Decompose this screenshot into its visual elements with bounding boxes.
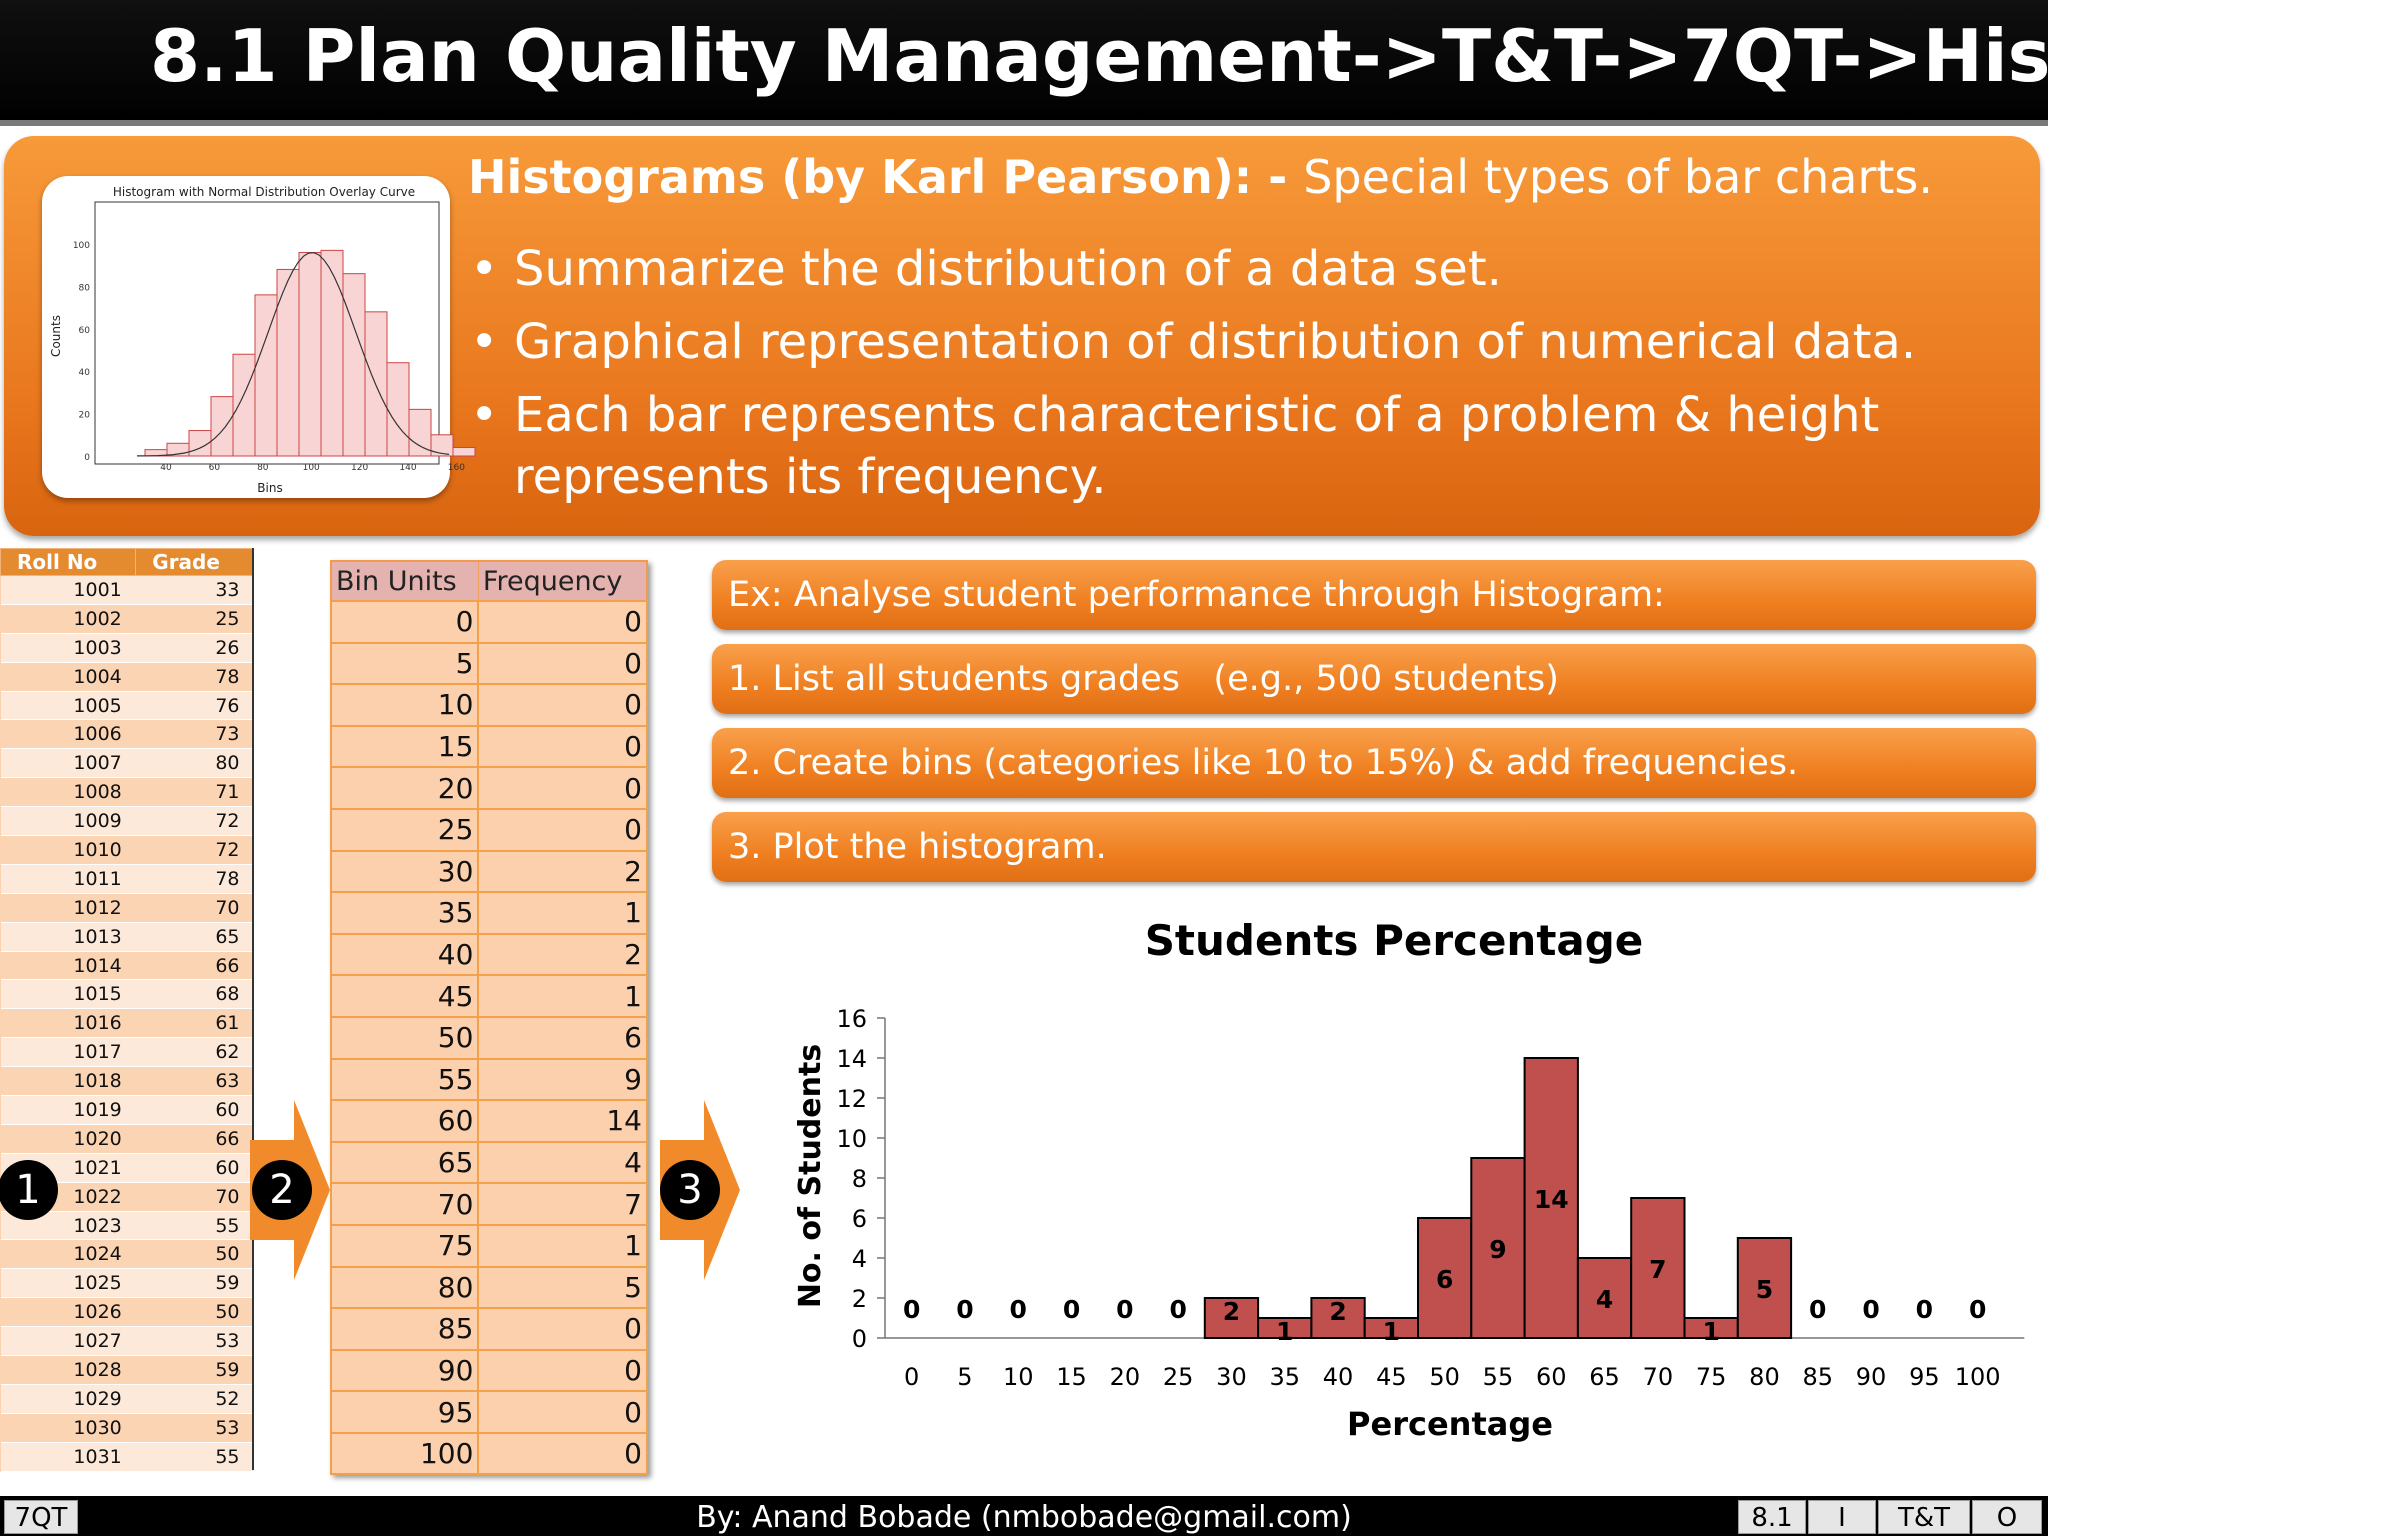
table-row <box>331 1183 647 1225</box>
frequency-cell: 9 <box>478 1059 647 1101</box>
roll-no-cell: 1021 <box>1 1153 136 1182</box>
grade-cell: 73 <box>136 720 254 749</box>
thumbnail-title: Histogram with Normal Distribution Overlay Curve <box>112 185 416 199</box>
definition-heading <box>468 150 1933 204</box>
bar-value-label: 2 <box>1329 1297 1347 1326</box>
x-tick-label: 0 <box>904 1363 920 1391</box>
thumbnail-x-tick: 100 <box>302 463 320 473</box>
roll-no-cell: 1024 <box>1 1240 136 1269</box>
thumbnail-bar <box>211 397 233 456</box>
histogram-thumbnail <box>42 176 465 498</box>
table-row <box>331 1267 647 1309</box>
table-row <box>1 576 254 605</box>
chart-x-axis <box>904 1363 2001 1391</box>
grade-cell: 78 <box>136 864 254 893</box>
table-row <box>331 975 647 1017</box>
frequency-cell: 0 <box>478 767 647 809</box>
bullet-dot: • <box>470 387 499 443</box>
column-header-bin-units: Bin Units <box>331 561 478 601</box>
y-tick-label: 6 <box>851 1205 867 1233</box>
x-tick-label: 35 <box>1269 1363 1301 1391</box>
grade-cell: 25 <box>136 604 254 633</box>
roll-no-cell: 1001 <box>1 576 136 605</box>
bin-frequency-table <box>330 560 648 1475</box>
table-row <box>1 1413 254 1442</box>
bin-unit-cell: 0 <box>331 601 478 643</box>
column-header-grade: Grade <box>136 549 254 576</box>
grade-cell: 50 <box>136 1298 254 1327</box>
bar-value-label: 6 <box>1435 1265 1454 1294</box>
bar-value-label: 4 <box>1595 1285 1614 1314</box>
table-row <box>331 892 647 934</box>
bin-unit-cell: 100 <box>331 1433 478 1475</box>
x-tick-label: 15 <box>1056 1363 1087 1391</box>
step-badge-2: 2 <box>252 1160 312 1220</box>
frequency-cell: 7 <box>478 1183 647 1225</box>
roll-no-cell: 1009 <box>1 807 136 836</box>
grade-cell: 72 <box>136 807 254 836</box>
page-title: 8.1 Plan Quality Management->T&T->7QT->Histograms <box>150 14 2388 98</box>
x-tick-label: 70 <box>1642 1363 1674 1391</box>
grade-cell: 53 <box>136 1413 254 1442</box>
table-row <box>1 1442 254 1471</box>
grade-cell: 55 <box>136 1211 254 1240</box>
students-percentage-chart <box>780 910 2001 1450</box>
bin-unit-cell: 75 <box>331 1225 478 1267</box>
x-tick-label: 30 <box>1216 1363 1247 1391</box>
y-tick-label: 8 <box>851 1165 867 1193</box>
bin-unit-cell: 55 <box>331 1059 478 1101</box>
bin-unit-cell: 40 <box>331 934 478 976</box>
x-tick-label: 80 <box>1749 1363 1780 1391</box>
table-row <box>331 1350 647 1392</box>
grade-cell: 60 <box>136 1096 254 1125</box>
bin-unit-cell: 70 <box>331 1183 478 1225</box>
table-row <box>1 749 254 778</box>
bin-unit-cell: 60 <box>331 1100 478 1142</box>
y-tick-label: 2 <box>851 1285 867 1313</box>
roll-no-cell: 1007 <box>1 749 136 778</box>
table-row <box>1 922 254 951</box>
bar-value-label: 14 <box>1533 1185 1569 1214</box>
bullet-text: Summarize the distribution of a data set. <box>514 241 1502 297</box>
roll-no-cell: 1006 <box>1 720 136 749</box>
thumbnail-bar <box>321 250 343 456</box>
roll-no-cell: 1012 <box>1 893 136 922</box>
frequency-cell: 0 <box>478 684 647 726</box>
bullet-item <box>470 384 1879 446</box>
grade-cell: 71 <box>136 778 254 807</box>
y-tick-label: 0 <box>851 1325 867 1353</box>
column-header-frequency: Frequency <box>478 561 647 601</box>
x-tick-label: 100 <box>1954 1363 2001 1391</box>
roll-no-cell: 1026 <box>1 1298 136 1327</box>
table-row <box>331 601 647 643</box>
column-header-roll-no: Roll No <box>1 549 136 576</box>
roll-no-cell: 1023 <box>1 1211 136 1240</box>
bin-unit-cell: 95 <box>331 1391 478 1433</box>
bullet-dot: • <box>470 241 499 297</box>
roll-no-cell: 1027 <box>1 1327 136 1356</box>
y-tick-label: 14 <box>836 1045 867 1073</box>
thumbnail-bar <box>387 363 409 456</box>
table-row <box>1 1269 254 1298</box>
bin-unit-cell: 25 <box>331 809 478 851</box>
roll-no-cell: 1031 <box>1 1442 136 1471</box>
grade-cell: 59 <box>136 1356 254 1385</box>
grade-cell: 68 <box>136 980 254 1009</box>
table-edge <box>252 548 254 1470</box>
x-tick-label: 65 <box>1589 1363 1620 1391</box>
x-tick-label: 55 <box>1482 1363 1514 1391</box>
thumbnail-x-tick: 40 <box>160 463 172 473</box>
x-tick-label: 90 <box>1855 1363 1887 1391</box>
bin-unit-cell: 30 <box>331 851 478 893</box>
bin-unit-cell: 85 <box>331 1308 478 1350</box>
table-row <box>331 1433 647 1475</box>
definition-heading-rest: Special types of bar charts. <box>1303 150 1933 204</box>
footer-nav-i[interactable]: I <box>1808 1500 1876 1534</box>
footer-nav-tt[interactable]: T&T <box>1878 1500 1970 1534</box>
bar-value-label: 0 <box>1968 1295 1987 1324</box>
roll-no-cell: 1017 <box>1 1038 136 1067</box>
table-row <box>331 934 647 976</box>
thumbnail-bar <box>343 274 365 456</box>
grade-cell: 70 <box>136 1182 254 1211</box>
grade-cell: 66 <box>136 1124 254 1153</box>
grade-cell: 72 <box>136 836 254 865</box>
table-row <box>1 1327 254 1356</box>
table-row <box>1 633 254 662</box>
table-row <box>331 851 647 893</box>
roll-no-cell: 1003 <box>1 633 136 662</box>
bar-value-label: 0 <box>1809 1295 1827 1324</box>
table-row <box>331 1391 647 1433</box>
roll-no-cell: 1002 <box>1 604 136 633</box>
thumbnail-y-tick: 20 <box>78 410 90 421</box>
table-row <box>1 864 254 893</box>
frequency-cell: 2 <box>478 851 647 893</box>
thumbnail-bar <box>255 295 277 456</box>
thumbnail-y-tick: 0 <box>84 453 90 463</box>
thumbnail-y-ticks <box>73 241 90 463</box>
roll-no-cell: 1005 <box>1 691 136 720</box>
grade-cell: 50 <box>136 1240 254 1269</box>
grade-cell: 66 <box>136 951 254 980</box>
table-row <box>1 691 254 720</box>
bar-value-label: 0 <box>1915 1295 1934 1324</box>
grade-cell: 55 <box>136 1442 254 1471</box>
y-tick-label: 12 <box>836 1085 867 1113</box>
bar-value-label: 1 <box>1382 1317 1401 1346</box>
bar-value-label: 2 <box>1222 1297 1241 1326</box>
y-tick-label: 16 <box>836 1005 867 1033</box>
grade-cell: 60 <box>136 1153 254 1182</box>
footer-nav-o[interactable]: O <box>1972 1500 2042 1534</box>
grade-cell: 80 <box>136 749 254 778</box>
frequency-cell: 6 <box>478 1017 647 1059</box>
roll-no-cell: 1016 <box>1 1009 136 1038</box>
frequency-cell: 0 <box>478 1308 647 1350</box>
step-badge-1: 1 <box>0 1160 58 1220</box>
bar-value-label: 9 <box>1489 1235 1507 1264</box>
thumbnail-x-tick: 60 <box>208 463 221 473</box>
table-row <box>1 604 254 633</box>
x-tick-label: 60 <box>1535 1363 1567 1391</box>
roll-no-cell: 1030 <box>1 1413 136 1442</box>
bin-unit-cell: 65 <box>331 1142 478 1184</box>
bar-value-label: 1 <box>1276 1317 1294 1346</box>
bin-unit-cell: 90 <box>331 1350 478 1392</box>
frequency-cell: 14 <box>478 1100 647 1142</box>
chart-ylabel: No. of Students <box>793 1043 828 1309</box>
thumbnail-chart <box>42 176 465 498</box>
bar-value-label: 1 <box>1702 1317 1720 1346</box>
bin-unit-cell: 50 <box>331 1017 478 1059</box>
table-row <box>1 720 254 749</box>
bullet-continuation <box>470 446 1107 508</box>
table-row <box>1 893 254 922</box>
roll-no-cell: 1025 <box>1 1269 136 1298</box>
table-row <box>1 980 254 1009</box>
thumbnail-x-tick: 80 <box>257 463 269 473</box>
grade-cell: 26 <box>136 633 254 662</box>
grade-cell: 53 <box>136 1327 254 1356</box>
frequency-cell: 1 <box>478 975 647 1017</box>
bullet-text: represents its frequency. <box>514 449 1107 505</box>
bullet-text: Each bar represents characteristic of a problem & height <box>514 387 1880 443</box>
grade-cell: 63 <box>136 1067 254 1096</box>
footer-author: By: Anand Bobade (nmbobade@gmail.com) <box>696 1500 1352 1535</box>
table-row <box>1 1356 254 1385</box>
grade-cell: 65 <box>136 922 254 951</box>
footer-nav-8-1[interactable]: 8.1 <box>1738 1500 1806 1534</box>
table-row <box>331 1142 647 1184</box>
roll-no-cell: 1008 <box>1 778 136 807</box>
chart-bars <box>903 1058 1986 1346</box>
thumbnail-x-tick: 120 <box>351 463 369 473</box>
thumbnail-xlabel: Bins <box>257 481 283 495</box>
thumbnail-bar <box>277 269 299 456</box>
x-tick-label: 40 <box>1322 1363 1354 1391</box>
thumbnail-x-tick: 160 <box>447 463 465 473</box>
x-tick-label: 10 <box>1002 1363 1034 1391</box>
bin-unit-cell: 45 <box>331 975 478 1017</box>
grade-cell: 33 <box>136 576 254 605</box>
bullet-text: Graphical representation of distribution of numerical data. <box>514 314 1917 370</box>
roll-no-cell: 1004 <box>1 662 136 691</box>
x-tick-label: 85 <box>1802 1363 1834 1391</box>
table-row <box>1 1124 254 1153</box>
bar-value-label: 0 <box>956 1295 974 1324</box>
bin-unit-cell: 20 <box>331 767 478 809</box>
x-tick-label: 45 <box>1376 1363 1407 1391</box>
frequency-cell: 4 <box>478 1142 647 1184</box>
table-row <box>331 809 647 851</box>
frequency-cell: 0 <box>478 601 647 643</box>
footer-7qt-label[interactable]: 7QT <box>4 1500 78 1534</box>
roll-no-cell: 1014 <box>1 951 136 980</box>
frequency-cell: 0 <box>478 726 647 768</box>
grade-cell: 52 <box>136 1384 254 1413</box>
table-row <box>1 662 254 691</box>
chart-xlabel: Percentage <box>1347 1405 1553 1443</box>
roll-no-cell: 1011 <box>1 864 136 893</box>
step-plot: 3. Plot the histogram. <box>712 812 2036 882</box>
step-list-grades: 1. List all students grades (e.g., 500 students) <box>712 644 2036 714</box>
roll-no-cell: 1020 <box>1 1124 136 1153</box>
definition-heading-bold: Histograms (by Karl Pearson): - <box>468 150 1304 204</box>
y-tick-label: 10 <box>836 1125 867 1153</box>
x-tick-label: 75 <box>1695 1363 1727 1391</box>
table-row <box>331 643 647 685</box>
table-row <box>1 951 254 980</box>
frequency-cell: 0 <box>478 643 647 685</box>
thumbnail-ylabel: Counts <box>49 315 63 357</box>
roll-no-cell: 1029 <box>1 1384 136 1413</box>
frequency-cell: 0 <box>478 1433 647 1475</box>
table-row <box>1 1298 254 1327</box>
roll-no-cell: 1022 <box>1 1182 136 1211</box>
x-tick-label: 20 <box>1109 1363 1141 1391</box>
table-row <box>331 1225 647 1267</box>
bin-unit-cell: 35 <box>331 892 478 934</box>
bar-value-label: 5 <box>1755 1275 1774 1304</box>
table-row <box>331 767 647 809</box>
frequency-cell: 5 <box>478 1267 647 1309</box>
table-row <box>1 807 254 836</box>
bullet-item <box>470 311 1916 373</box>
thumbnail-y-tick: 60 <box>78 325 90 336</box>
bin-unit-cell: 5 <box>331 643 478 685</box>
bar-value-label: 0 <box>1169 1295 1187 1324</box>
table-row <box>1 1384 254 1413</box>
bar-value-label: 0 <box>1009 1295 1027 1324</box>
step-badge-3: 3 <box>660 1160 720 1220</box>
table-row <box>1 778 254 807</box>
roll-no-cell: 1028 <box>1 1356 136 1385</box>
table-row <box>331 684 647 726</box>
grade-cell: 70 <box>136 893 254 922</box>
bar-value-label: 0 <box>902 1295 921 1324</box>
bullet-item <box>470 238 1502 300</box>
thumbnail-y-tick: 80 <box>78 283 90 294</box>
table-row <box>331 726 647 768</box>
step-create-bins: 2. Create bins (categories like 10 to 15%) & add frequencies. <box>712 728 2036 798</box>
x-tick-label: 50 <box>1429 1363 1460 1391</box>
roll-no-cell: 1013 <box>1 922 136 951</box>
table-row <box>331 1017 647 1059</box>
thumbnail-y-tick: 40 <box>78 368 90 379</box>
bin-unit-cell: 15 <box>331 726 478 768</box>
table-row <box>1 1038 254 1067</box>
table-row <box>1 1240 254 1269</box>
thumbnail-y-tick: 100 <box>72 241 90 251</box>
table-row <box>1 1096 254 1125</box>
x-tick-label: 25 <box>1162 1363 1194 1391</box>
roll-no-cell: 1015 <box>1 980 136 1009</box>
x-tick-label: 5 <box>957 1363 973 1391</box>
bar-value-label: 0 <box>1116 1295 1134 1324</box>
x-tick-label: 95 <box>1909 1363 1940 1391</box>
frequency-cell: 1 <box>478 1225 647 1267</box>
thumbnail-bar <box>233 354 255 456</box>
bin-unit-cell: 10 <box>331 684 478 726</box>
frequency-cell: 0 <box>478 1391 647 1433</box>
table-row <box>1 836 254 865</box>
bullet-dot: • <box>470 314 499 370</box>
step-example: Ex: Analyse student performance through Histogram: <box>712 560 2036 630</box>
table-row <box>331 1100 647 1142</box>
y-tick-label: 4 <box>851 1245 867 1273</box>
frequency-cell: 2 <box>478 934 647 976</box>
grade-cell: 78 <box>136 662 254 691</box>
bar-value-label: 0 <box>1862 1295 1880 1324</box>
grade-cell: 62 <box>136 1038 254 1067</box>
bar-value-label: 7 <box>1649 1255 1667 1284</box>
thumbnail-bar <box>299 252 321 456</box>
grade-cell: 59 <box>136 1269 254 1298</box>
bar-value-label: 0 <box>1062 1295 1081 1324</box>
frequency-cell: 0 <box>478 1350 647 1392</box>
frequency-cell: 0 <box>478 809 647 851</box>
table-row <box>1 1067 254 1096</box>
roll-no-cell: 1010 <box>1 836 136 865</box>
thumbnail-x-tick: 140 <box>399 463 417 473</box>
grade-cell: 61 <box>136 1009 254 1038</box>
table-row <box>331 1308 647 1350</box>
table-row <box>1 1009 254 1038</box>
bin-unit-cell: 80 <box>331 1267 478 1309</box>
roll-no-cell: 1018 <box>1 1067 136 1096</box>
grades-table <box>0 548 254 1472</box>
roll-no-cell: 1019 <box>1 1096 136 1125</box>
chart-title: Students Percentage <box>1144 916 1644 965</box>
table-row <box>331 1059 647 1101</box>
frequency-cell: 1 <box>478 892 647 934</box>
grade-cell: 76 <box>136 691 254 720</box>
